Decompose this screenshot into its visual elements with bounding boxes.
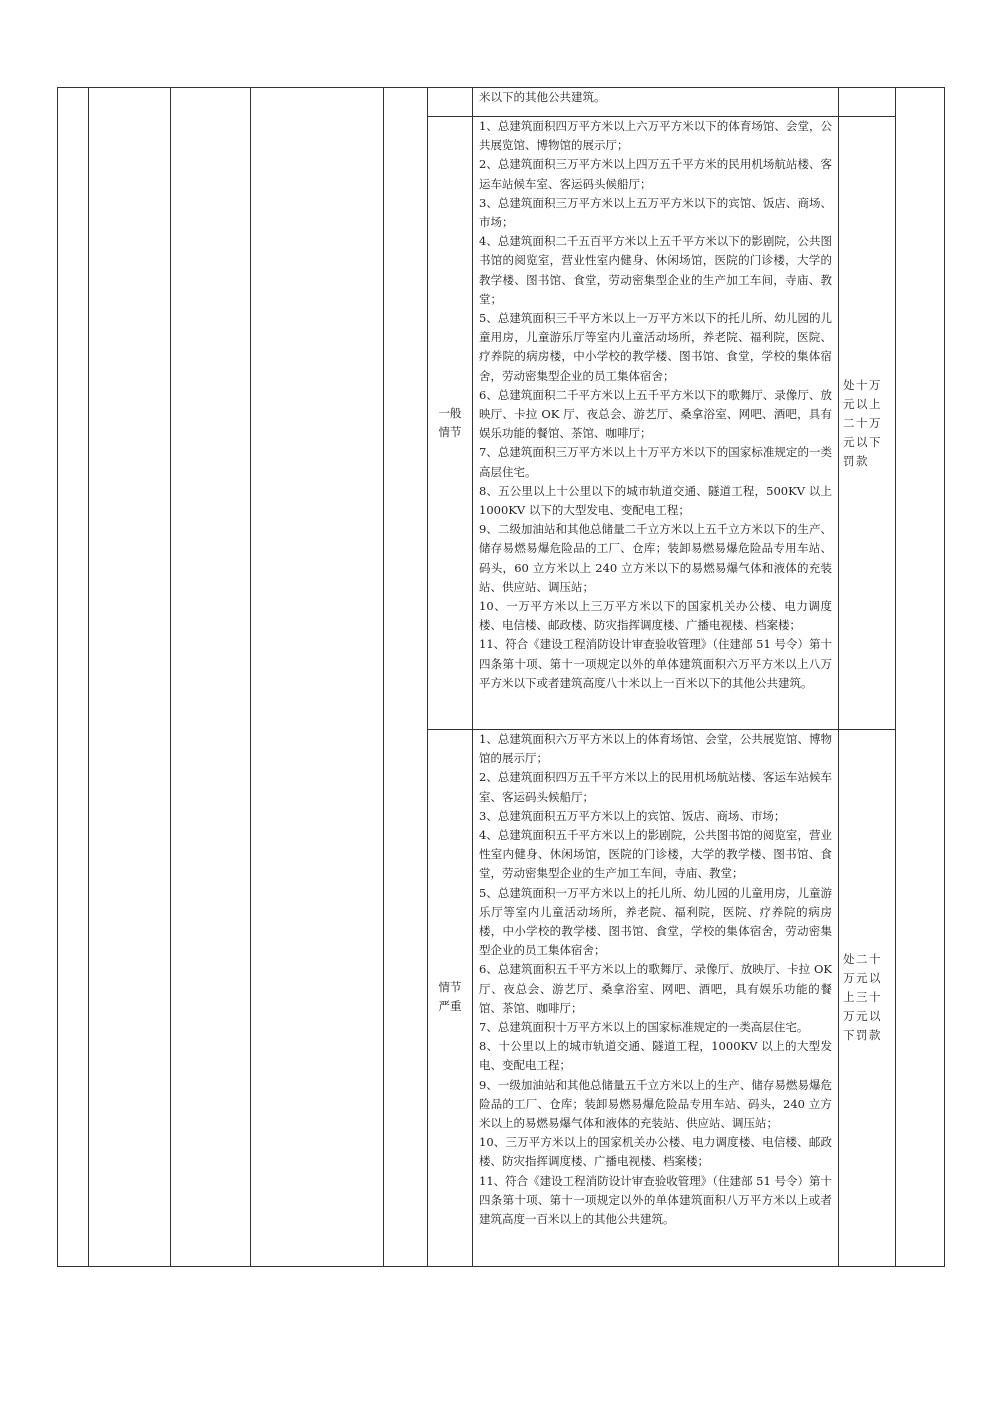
penalty-general: 处十万 元以上 二十万 元以下 罚款 — [843, 378, 882, 468]
table-column-divider — [895, 87, 896, 1267]
table-column-divider — [383, 87, 384, 1267]
table-column-divider — [250, 87, 251, 1267]
table-border-bottom — [57, 1266, 945, 1267]
penalty-serious: 处二十 万元以 上三十 万元以 下罚款 — [843, 952, 882, 1042]
table-border-left — [57, 87, 58, 1267]
level-label-general: 一般 情节 — [438, 406, 462, 439]
table-column-divider — [472, 87, 473, 1267]
table-column-divider — [170, 87, 171, 1267]
continued-description: 米以下的其他公共建筑。 — [479, 90, 606, 104]
level-label-serious: 情节 严重 — [438, 980, 462, 1013]
table-column-divider — [427, 87, 428, 1267]
table-column-divider — [88, 87, 89, 1267]
table-border-right — [944, 87, 945, 1267]
table-column-divider — [838, 87, 839, 1267]
serious-description: 1、总建筑面积六万平方米以上的体育场馆、会堂，公共展览馆、博物馆的展示厅； 2、总建筑面积四万五千平方米以上的民用机场航站楼、客运车站候车室、客运码头候船厅； 3、总建筑面积五万平方米以上的宾馆、饭店、商场、市场； 4、总建筑面积五千平方米以上的影剧院，公共图书馆的阅览室，营业性室内健身、休闲场馆，医院的门诊楼，大学的教学楼、图书馆、食堂，劳动密集型企业的生产加工车间，寺庙、教堂； 5、总建筑面积一万平方米以上的托儿所、幼儿园的儿童用房，儿童游乐厅等室内儿童活动场所，养老院、福利院，医院、疗养院的病房楼，中小学校的教学楼、图书馆、食堂，学校的集体宿舍，劳动密集型企业的员工集体宿舍； 6、总建筑面积五千平方米以上的歌舞厅、录像厅、放映厅、卡拉 OK 厅、夜总会、游艺厅、桑拿浴室、网吧、酒吧，具有娱乐功能的餐馆、茶馆、咖啡厅； 7、总建筑面积十万平方米以上的国家标准规定的一类高层住宅。 8、十公里以上的城市轨道交通、隧道工程，1000KV 以上的大型发电、变配电工程； 9、一级加油站和其他总储量五千立方米以上的生产、储存易燃易爆危险品的工厂、仓库；装卸易燃易爆危险品专用车站、码头，240 立方米以上的易燃易爆气体和液体的充装站、供应站、调压站； 10、三万平方米以上的国家机关办公楼、电力调度楼、电信楼、邮政楼、防灾指挥调度楼、广播电视楼、档案楼； 11、符合《建设工程消防设计审查验收管理》（住建部 51 号令）第十四条第十项、第十一项规定以外的单体建筑面积八万平方米以上或者建筑高度一百米以上的其他公共建筑。 — [479, 732, 832, 1227]
general-description: 1、总建筑面积四万平方米以上六万平方米以下的体育场馆、会堂，公共展览馆、博物馆的展示厅； 2、总建筑面积三万平方米以上四万五千平方米的民用机场航站楼、客运车站候车室、客运码头候船厅； 3、总建筑面积三万平方米以上五万平方米以下的宾馆、饭店、商场、市场； 4、总建筑面积二千五百平方米以上五千平方米以下的影剧院，公共图书馆的阅览室，营业性室内健身、休闲场馆，医院的门诊楼，大学的教学楼、图书馆、食堂，劳动密集型企业的生产加工车间，寺庙、教堂； 5、总建筑面积三千平方米以上一万平方米以下的托儿所、幼儿园的儿童用房，儿童游乐厅等室内儿童活动场所，养老院、福利院，医院、疗养院的病房楼，中小学校的教学楼、图书馆、食堂，学校的集体宿舍，劳动密集型企业的员工集体宿舍； 6、总建筑面积二千平方米以上五千平方米以下的歌舞厅、录像厅、放映厅、卡拉 OK 厅、夜总会、游艺厅、桑拿浴室、网吧、酒吧，具有娱乐功能的餐馆、茶馆、咖啡厅； 7、总建筑面积三万平方米以上十万平方米以下的国家标准规定的一类高层住宅。 8、五公里以上十公里以下的城市轨道交通、隧道工程，500KV 以上 1000KV 以下的大型发电、变配电工程； 9、二级加油站和其他总储量二千立方米以上五千立方米以下的生产、储存易燃易爆危险品的工厂、仓库；装卸易燃易爆危险品专用车站、码头，60 立方米以上 240 立方米以下的易燃易爆气体和液体的充装站、供应站、调压站； 10、一万平方米以上三万平方米以下的国家机关办公楼、电力调度楼、电信楼、邮政楼、防灾指挥调度楼、广播电视楼、档案楼； 11、符合《建设工程消防设计审查验收管理》（住建部 51 号令）第十四条第十项、第十一项规定以外的单体建筑面积六万平方米以上八万平方米以下或者建筑高度八十米以上一百米以下的其他公共建筑。 — [479, 119, 832, 690]
